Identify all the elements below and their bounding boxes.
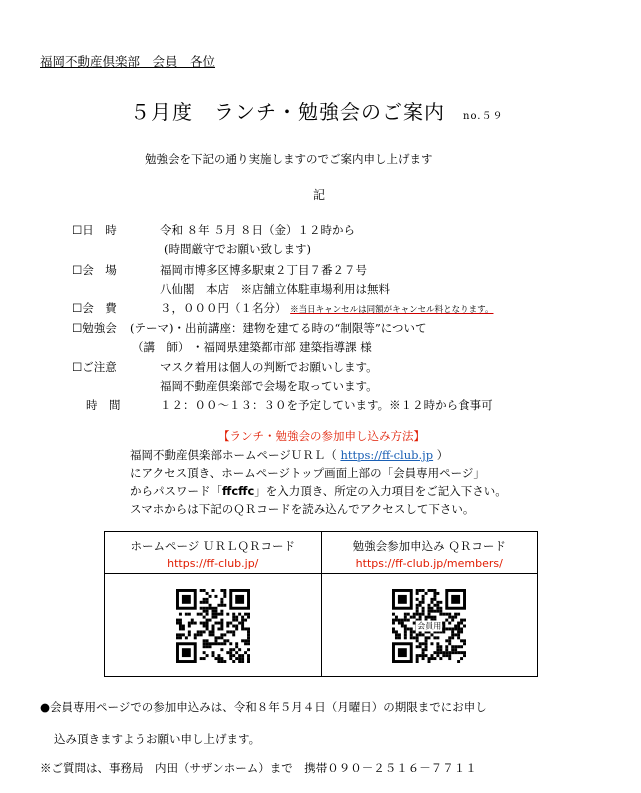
howto-line-3 [130,483,507,499]
members-qr-code[interactable] [392,589,466,663]
venue-value: 福岡市博多区博多駅東２丁目７番２７号 [160,263,367,277]
time-value: １２：００～１３：３０を予定しています。※１２時から食事可 [160,398,493,412]
caution-label: ☐ご注意 [72,360,117,374]
howto-line-1-pre: 福岡不動産倶楽部ホームページＵＲＬ（ [130,448,337,462]
qr-left-heading: ホームページ ＵＲＬＱＲコード [130,539,295,553]
howto-line-3-pre: からパスワード「 [130,484,222,498]
howto-line-2: にアクセス頂き、ホームページトップ画面上部の「会員専用ページ」 [130,466,485,480]
howto-line-1-post: ） [436,448,449,462]
footer-line-1: ●会員専用ページでの参加申込みは、令和８年５月４日（月曜日）の期限までにお申し [40,700,487,714]
howto-line-4: スマホからは下記のＱＲコードを読み込んでアクセスして下さい。 [130,502,475,516]
howto-line-3-post: 」を入力頂き、所定の入力項目をご記入下さい。 [254,484,507,498]
qr-table [104,531,538,677]
qr-right-url[interactable]: https://ff-club.jp/members/ [355,557,503,570]
footer-line-3: ※ご質問は、事務局 内田（サザンホーム）まで 携帯０９０－２５１６－７７１１ [40,761,477,775]
howto-line-1 [130,447,448,463]
password-text: ffcffc [222,484,255,498]
homepage-qr-code[interactable] [176,589,250,663]
addressee: 福岡不動産倶楽部 会員 各位 [40,54,216,69]
venue-label: ☐会 場 [72,263,117,277]
issue-number: no.５９ [463,111,504,122]
time-label: 時 間 [86,398,121,412]
qr-left-image-cell [105,574,322,677]
howto-heading: 【ランチ・勉強会の参加申し込み方法】 [218,429,425,443]
lecturer-label: （講 師） [132,340,190,354]
qr-right-image-cell [321,574,538,677]
fee-value [160,300,493,316]
homepage-link[interactable]: https://ff-club.jp [340,448,434,462]
title-text: ５月度 ランチ・勉強会のご案内 [130,100,445,124]
qr-left-header-cell [105,532,322,574]
intro-text: 勉強会を下記の通り実施しますのでご案内申し上げます [145,152,433,166]
fee-amount: ３，０００円（１名分） [160,301,287,315]
fee-cancel-note: ※当日キャンセルは同額がキャンセル料となります。 [290,305,494,315]
venue-value-2: 八仙閣 本店 ※店舗立体駐車場利用は無料 [160,282,390,296]
ki-heading: 記 [313,188,326,202]
caution-value-1: マスク着用は個人の判断でお願いします。 [160,360,378,374]
caution-value-2: 福岡不動産倶楽部で会場を取っています。 [160,379,378,393]
qr-right-header-cell [321,532,538,574]
study-label: ☐勉強会 [72,321,117,335]
fee-label: ☐会 費 [72,301,117,315]
date-label: ☐日 時 [72,223,117,237]
qr-members-tag: 会員用 [417,621,442,631]
date-value: 令和 ８年 ５月 ８日（金）１２時から [160,223,355,237]
lecturer-value: ・福岡県建築都市部 建築指導課 様 [192,340,372,354]
qr-right-heading: 勉強会参加申込み ＱＲコード [352,539,506,553]
study-value: (テーマ)・出前講座：建物を建てる時の“制限等”について [130,321,427,335]
qr-left-url[interactable]: https://ff-club.jp/ [167,557,259,570]
page-title [130,96,503,125]
footer-line-2: 込み頂きますようお願い申し上げます。 [54,732,261,746]
date-note: (時間厳守でお願い致します) [164,242,311,256]
